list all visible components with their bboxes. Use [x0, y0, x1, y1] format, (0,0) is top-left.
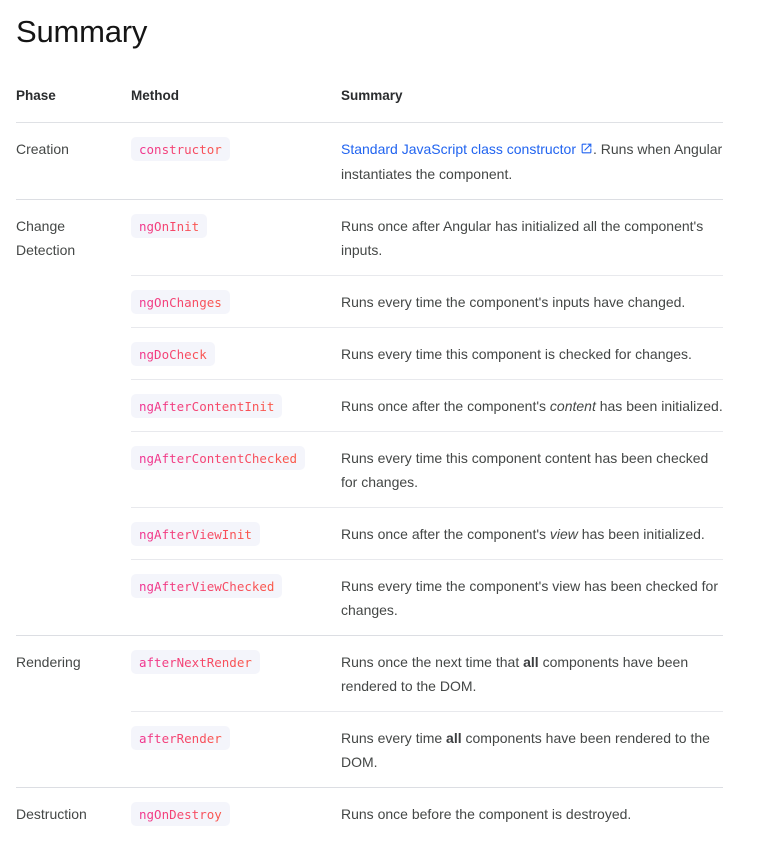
code-chip	[131, 446, 305, 470]
code-chip	[131, 290, 230, 314]
method-cell	[131, 327, 341, 379]
summary-text: Runs once the next time that	[341, 654, 524, 670]
method-code: ngAfterViewChecked	[131, 576, 282, 598]
summary-cell	[341, 379, 723, 431]
method-code: ngAfterContentChecked	[131, 448, 305, 470]
summary-cell	[341, 123, 723, 199]
summary-cell	[341, 507, 723, 559]
method-code: ngOnInit	[131, 216, 207, 238]
summary-cell	[341, 711, 723, 787]
summary-text: components have been rendered to the DOM.	[341, 730, 710, 770]
table-row	[16, 275, 723, 327]
table-row	[16, 123, 723, 199]
phase-cell	[16, 711, 131, 787]
table-row	[16, 199, 723, 275]
phase-cell: Destruction	[16, 806, 87, 822]
code-chip	[131, 802, 230, 826]
table-row	[16, 711, 723, 787]
code-chip	[131, 342, 215, 366]
method-cell	[131, 788, 341, 839]
method-cell	[131, 200, 341, 275]
method-code: ngAfterViewInit	[131, 524, 260, 546]
method-code: ngAfterContentInit	[131, 396, 282, 418]
summary-cell	[341, 327, 723, 379]
code-chip	[131, 650, 260, 674]
header-summary: Summary	[341, 88, 403, 103]
summary-text: Runs every time this component content has been checked for changes.	[341, 450, 709, 490]
method-code: afterNextRender	[131, 652, 260, 674]
code-chip	[131, 726, 230, 750]
summary-text: Runs once before the component is destroyed.	[341, 806, 632, 822]
bold-text: all	[446, 730, 462, 746]
summary-text: has been initialized.	[577, 526, 705, 542]
open-in-new-icon	[580, 138, 593, 162]
summary-cell	[341, 431, 723, 507]
summary-cell	[341, 788, 723, 839]
external-link[interactable]: Standard JavaScript class constructor	[341, 141, 576, 157]
code-chip	[131, 394, 282, 418]
summary-text: Runs every time	[341, 730, 447, 746]
emphasis-text: content	[549, 398, 596, 414]
method-code: ngDoCheck	[131, 344, 215, 366]
bold-text: all	[523, 654, 539, 670]
lifecycle-summary-table	[16, 84, 723, 839]
summary-text: has been initialized.	[595, 398, 723, 414]
phase-cell	[16, 275, 131, 327]
method-cell	[131, 275, 341, 327]
method-cell	[131, 123, 341, 199]
method-code: ngOnDestroy	[131, 804, 230, 826]
method-cell	[131, 711, 341, 787]
table-row	[16, 787, 723, 839]
code-chip	[131, 137, 230, 161]
method-cell	[131, 507, 341, 559]
table-row	[16, 559, 723, 635]
summary-text: components have been rendered to the DOM.	[341, 654, 689, 694]
summary-text: Runs every time the component's inputs have changed.	[341, 294, 686, 310]
summary-text: Runs once after the component's	[341, 398, 550, 414]
table-header-row	[16, 84, 723, 123]
header-phase: Phase	[16, 88, 56, 103]
summary-cell	[341, 275, 723, 327]
table-row	[16, 507, 723, 559]
phase-cell	[16, 559, 131, 635]
phase-cell	[16, 431, 131, 507]
summary-cell	[341, 559, 723, 635]
summary-text: Runs once after Angular has initialized all the component's inputs.	[341, 218, 704, 258]
summary-text: . Runs when Angular instantiates the component.	[341, 141, 723, 182]
header-method: Method	[131, 88, 179, 103]
method-cell	[131, 559, 341, 635]
code-chip	[131, 214, 207, 238]
summary-text: Runs every time the component's view has been checked for changes.	[341, 578, 718, 618]
summary-text: Runs once after the component's	[341, 526, 550, 542]
table-row	[16, 635, 723, 711]
summary-cell	[341, 200, 723, 275]
method-cell	[131, 431, 341, 507]
emphasis-text: view	[549, 526, 578, 542]
method-code: constructor	[131, 139, 230, 161]
code-chip	[131, 574, 282, 598]
method-code: afterRender	[131, 728, 230, 750]
phase-cell: Rendering	[16, 654, 81, 670]
phase-cell	[16, 379, 131, 431]
summary-cell	[341, 636, 723, 711]
summary-text: Runs every time this component is checked for changes.	[341, 346, 692, 362]
method-cell	[131, 379, 341, 431]
code-chip	[131, 522, 260, 546]
page-title: Summary	[16, 14, 148, 49]
phase-cell	[16, 327, 131, 379]
table-row	[16, 431, 723, 507]
phase-cell: Creation	[16, 141, 69, 157]
phase-cell	[16, 507, 131, 559]
method-code: ngOnChanges	[131, 292, 230, 314]
table-row	[16, 379, 723, 431]
phase-cell: Change Detection	[16, 218, 76, 258]
method-cell	[131, 636, 341, 711]
table-row	[16, 327, 723, 379]
